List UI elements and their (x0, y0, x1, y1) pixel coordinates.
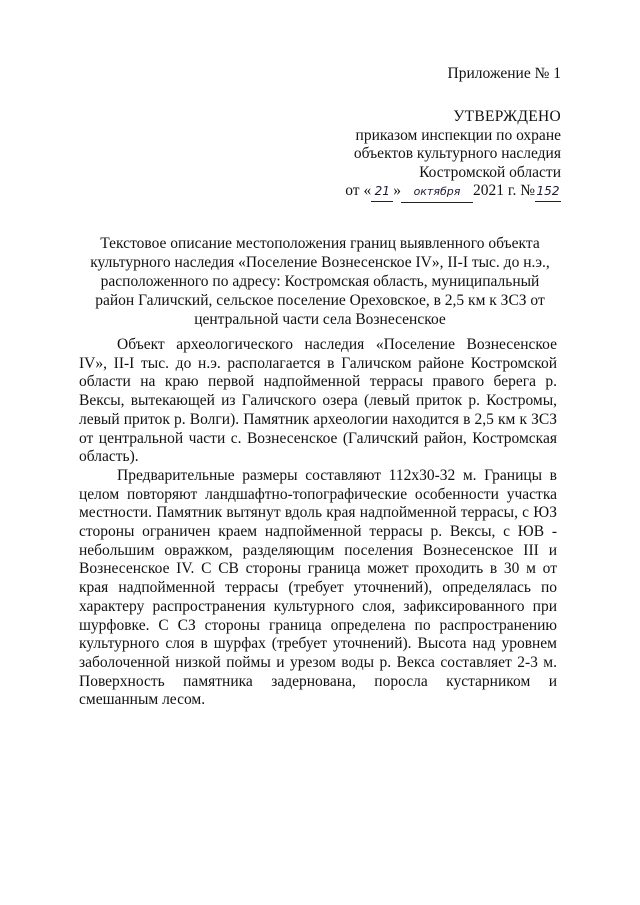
handwritten-day: 21 (371, 182, 393, 202)
body-paragraph-1: Объект археологического наследия «Поселение Вознесенское IV», II-I тыс. до н.э. располагается в Галичском районе Костромской области на краю первой надпойменной террасы правого берега р. Вексы, вытекающей из Галичского озера (левый приток р. Костромы, левый приток р. Волги). Памятник археологии находится в 2,5 км к ЗСЗ от центральной части с. Вознесенское (Галичский район, Костромская область). (79, 336, 557, 466)
document-body (79, 336, 557, 710)
year-and-number-label: 2021 г. № (472, 182, 535, 199)
order-date-line (345, 182, 561, 203)
body-paragraph-2: Предварительные размеры составляют 112х30-32 м. Границы в целом повторяют ландшафтно-топографические особенности участка местности. Памятник вытянут вдоль края надпойменной террасы, с ЮЗ стороны ограничен краем надпойменной террасы р. Вексы, с ЮВ - небольшим овражком, разделяющим поселения Вознесенское III и Вознесенское IV. С СВ стороны граница может проходить в 30 м от края надпойменной террасы (требует уточнений), определялась по характеру распространения культурного слоя, зафиксированного при шурфовке. С СЗ стороны граница определена по распространению культурного слоя в шурфах (требует уточнений). Высота над уровнем заболоченной низкой поймы и урезом воды р. Векса составляет 2-3 м. Поверхность памятника задернована, поросла кустарником и смешанным лесом. (79, 466, 557, 709)
approval-line-1: приказом инспекции по охране (355, 126, 561, 144)
approval-block (345, 108, 561, 203)
quote-close: » (393, 182, 401, 199)
appendix-label: Приложение № 1 (447, 65, 561, 82)
document-title: Текстовое описание местоположения границ выявленного объекта культурного наследия «Поселение Вознесенское IV», II-I тыс. до н.э., расположенного по адресу: Костромская область, муниципальный район Галичский, сельское поселение Ореховское, в 2,5 км к ЗСЗ от центральной части села Вознесенское (90, 235, 550, 328)
approval-line-2: объектов культурного наследия (353, 145, 561, 162)
handwritten-order-number: 152 (535, 182, 561, 202)
approved-heading: УТВЕРЖДЕНО (453, 108, 561, 125)
date-prefix: от « (345, 182, 372, 199)
approval-line-3: Костромской области (419, 163, 561, 181)
handwritten-month: октября (401, 183, 473, 203)
